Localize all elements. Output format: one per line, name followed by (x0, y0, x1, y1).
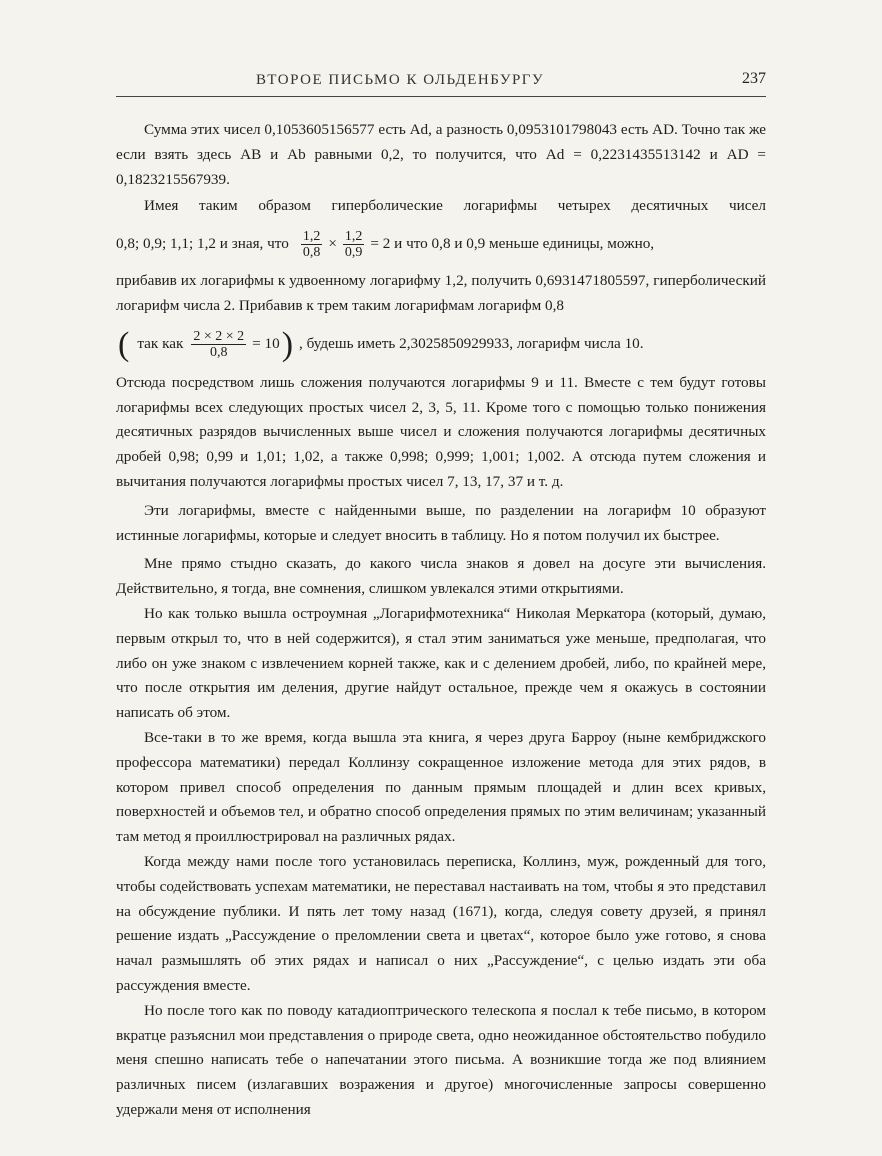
fraction-1-numerator: 1,2 (302, 228, 321, 244)
page-header (116, 66, 766, 96)
fraction-3-numerator: 2 × 2 × 2 (193, 329, 245, 345)
formula-1-suffix: = 2 и что 0,8 и 0,9 меньше единицы, можно, (370, 234, 655, 252)
fraction-1 (301, 229, 323, 260)
paragraph-7: Когда между нами после того установилась переписка, Коллинз, муж, рожденный для того, чтобы содействовать успехам математики, не переставал настаивать на том, чтобы я это представил на обсуждение публики. И пять лет тому назад (1671), когда, следуя совету друзей, я принял решение издать „Рассуждение о преломлении света и цветах“, которое было уже готово, я снова начал размышлять об этих рядах и написал о них „Рассуждение“, с целью издать эти оба рассуждения вместе. (116, 852, 766, 994)
paragraph-2-middle: прибавив их логарифмы к удвоенному логарифму 1,2, получить 0,6931471805597, гиперболический логарифм числа 2. Прибавив к трем таким логарифмам логарифм 0,8 (116, 272, 766, 314)
header-rule (116, 96, 766, 97)
fraction-3 (191, 329, 246, 360)
close-paren: ) (281, 325, 294, 363)
times-sign: × (328, 234, 337, 252)
formula-2-suffix: , будешь иметь 2,3025850929933, логарифм числа 10. (299, 335, 644, 353)
formula-line-1 (116, 219, 766, 269)
formula-1-prefix: 0,8; 0,9; 1,1; 1,2 и зная, что (116, 234, 289, 252)
paragraph-1: Сумма этих чисел 0,1053605156577 есть Ad, а разность 0,0953101798043 есть AD. Точно так же если взять здесь AB и Ab равными 0,2, то получится, что Ad = 0,2231435513142 и AD = 0,1823215567939. (116, 121, 766, 188)
formula-line-2 (116, 319, 766, 371)
paragraph-4: Мне прямо стыдно сказать, до какого числа знаков я довел на досуге эти вычисления. Действительно, я тогда, вне сомнения, слишком увлекался этими открытиями. (116, 555, 766, 598)
formula-2-prefix: так как (137, 335, 184, 353)
paragraph-8: Но после того как по поводу катадиоптрического телескопа я послал к тебе письмо, в котором вкратце разъяснил мои представления о природе света, одно неожиданное обстоятельство побудило меня спешно написать тебе о напечатании этого письма. А возникшие тогда же под влиянием различных писем (излагавших возражения и другое) многочисленные запросы совершенно удержали меня от исполнения (116, 1001, 766, 1118)
formula-2-equals: = 10 (252, 335, 280, 353)
page-body (116, 118, 766, 1123)
fraction-2 (343, 229, 365, 260)
page-number: 237 (742, 70, 766, 87)
fraction-3-denominator: 0,8 (209, 345, 228, 361)
paragraph-2-rest: Отсюда посредством лишь сложения получаются логарифмы 9 и 11. Вместе с тем будут готовы логарифмы всех следующих простых чисел 2, 3, 5, 11. Кроме того с помощью только понижения десятичных разрядов вычисленных выше чисел и сложения получаются логарифмы десятичных дробей 0,98; 0,99 и 1,01; 1,02, а также 0,998; 0,999; 1,001; 1,002. А отсюда путем сложения и вычитания получаются логарифмы простых чисел 7, 13, 17, 37 и т. д. (116, 373, 766, 490)
paragraph-6: Все-таки в то же время, когда вышла эта книга, я через друга Барроу (ныне кембриджского профессора математики) передал Коллинзу сокращенное изложение метода для этих рядов, в котором привел способ определения по данным прямым площадей и длин всех кривых, поверхностей и объемов тел, и обратно способ определения прямых по этим величинам; указанный там метод я проиллюстрировал на различных рядах. (116, 728, 766, 846)
fraction-1-denominator: 0,8 (302, 244, 321, 260)
fraction-2-numerator: 1,2 (344, 228, 363, 244)
running-title: ВТОРОЕ ПИСЬМО К ОЛЬДЕНБУРГУ (256, 72, 545, 88)
paragraph-5: Но как только вышла остроумная „Логарифмотехника“ Николая Меркатора (который, думаю, первым открыл то, что в ней содержится), я стал этим заниматься уже меньше, предполагая, что либо он уже знаком с извлечением корней также, как и с делением дробей, либо, по крайней мере, что после открытия им деления, другие найдут остальное, прежде чем я окажусь в состоянии написать об этом. (116, 604, 766, 722)
paragraph-2-lead: Имея таким образом гиперболические логарифмы четырех десятичных чисел (144, 197, 766, 215)
paragraph-3: Эти логарифмы, вместе с найденными выше, по разделении на логарифм 10 образуют истинные логарифмы, которые и следует вносить в таблицу. Но я потом получил их быстрее. (116, 501, 766, 544)
open-paren: ( (118, 325, 130, 363)
fraction-2-denominator: 0,9 (344, 244, 363, 260)
